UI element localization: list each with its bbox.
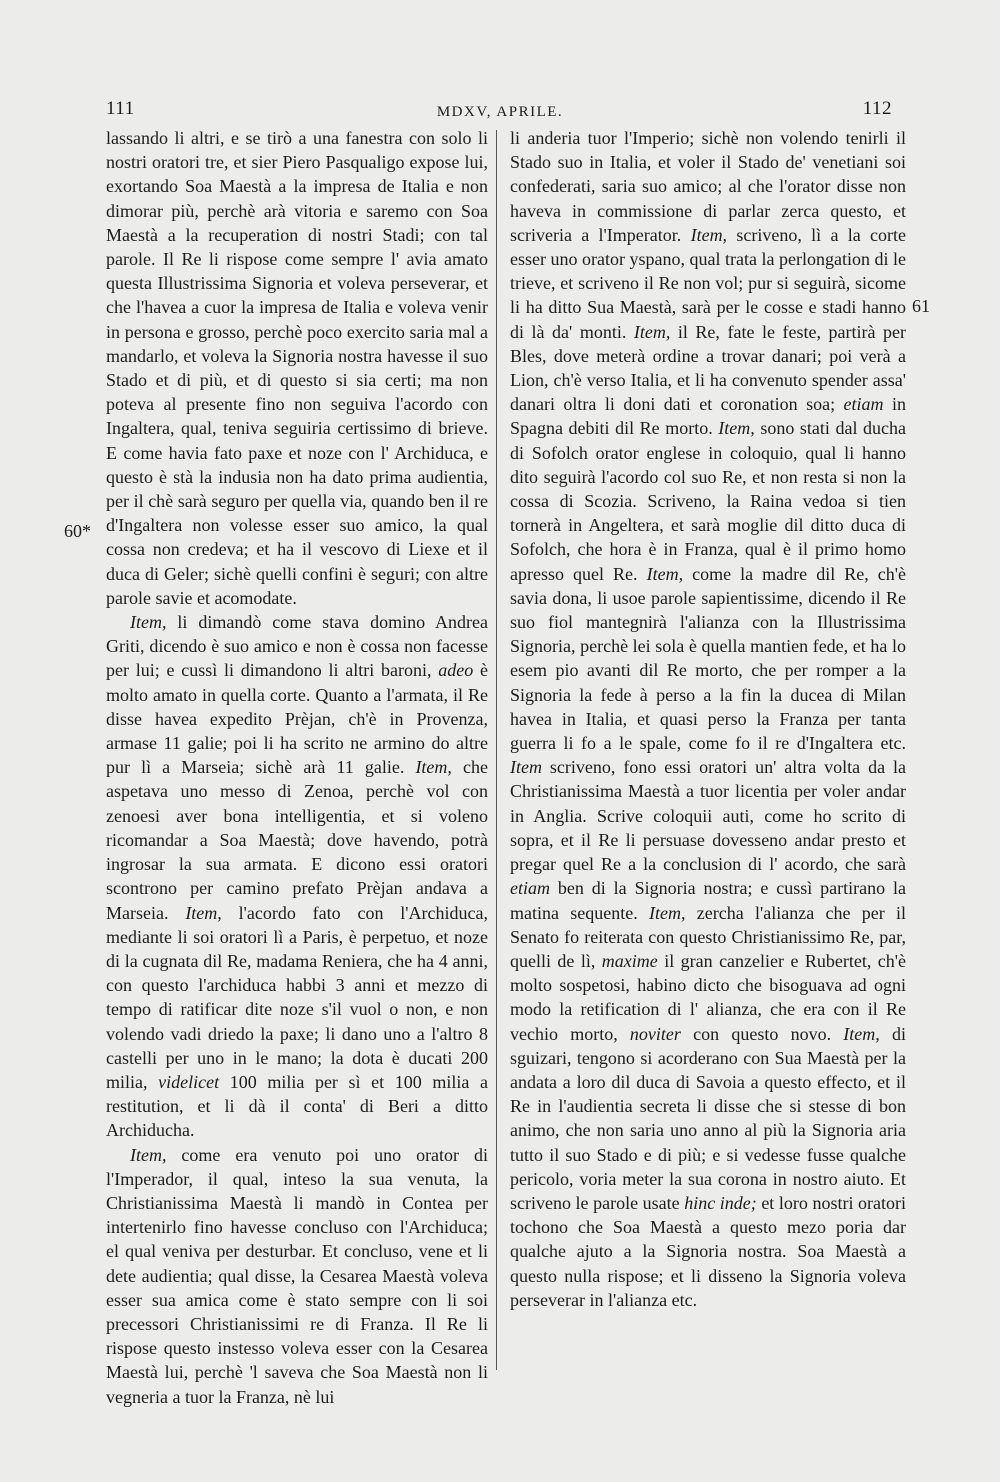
right-column [510,126,906,1312]
running-title: MDXV, APRILE. [436,104,564,120]
paragraph: Item, li dimandò come stava domino Andrea Griti, dicendo è suo amico e non è cossa non facesse per lui; e cussì li dimandono li altri baroni, adeo è molto amato in quella corte. Quanto a l'armata, il Re disse havea expedito Prèjan, ch'è in Provenza, armase 11 galie; poi li ha scrito ne armino do altre pur lì a Marseia; sichè arà 11 galie. Item, che aspetava uno messo di Zenoa, perchè vol con zenoesi aver bona intelligentia, et si voleno ricomandar a Soa Maestà; dove havendo, potrà ingrosar la sua armata. E dicono essi oratori scontrono per camino prefato Prèjan andava a Marseia. Item, l'acordo fato con l'Archiduca, mediante li soi oratori lì a Paris, è perpetuo, et noze di la cugnata dil Re, madama Reniera, che ha 4 anni, con questo l'archiduca habbi 3 anni et mezzo di tempo di ratificar dite noze s'il vuol o non, e non volendo vadi driedo la paxe; li dano uno a l'altro 8 castelli per uno in le mano; la dota è ducati 200 milia, videlicet 100 milia per sì et 100 milia a restitution, et li dà il conta' di Beri a ditto Archiducha. [106,612,488,1141]
paragraph: Item, come era venuto poi uno orator di l'Imperador, il qual, inteso la sua venuta, la Christianissima Maestà li mandò in Contea per intertenirlo fino havesse concluso con l'Archiduca; el qual veniva per desturbar. Et concluso, vene et li dete audientia; qual disse, la Cesarea Maestà voleva esser sua amica come è stato sempre con li soi precessori Christianissimi re di Franza. Il Re li rispose questo instesso voleva esser con la Cesarea Maestà lui, perchè 'l saveva che Soa Maestà non li vegneria a tuor la Franza, nè lui [106,1144,488,1407]
paragraph: li anderia tuor l'Imperio; sichè non volendo tenirli il Stado suo in Italia, et voler il Stado de' venetiani soi confederati, saria suo amico; al che l'orator disse non haveva in commissione di parlar zerca questo, et scriveria a l'Imperator. Item, scriveno, lì a la corte esser uno orator yspano, qual trata la perlongation di le trieve, et scriveno il Re non vol; pur si seguirà, sicome li ha ditto Sua Maestà, sarà per le cosse e stadi hanno di là da' monti. Item, il Re, fate le feste, partirà per Bles, dove meterà ordine a trovar danari; poi verà a Lion, ch'è verso Italia, et li ha convenuto spender assa' danari oltra li doni dati et coronation soa; etiam in Spagna debiti dil Re morto. Item, sono stati dal ducha di Sofolch orator englese in coloquio, qual li hanno dito seguirà l'acordo col suo Re, et non resta si non la cossa di Scozia. Scriveno, la Raina vedoa si tien tornerà in Angeltera, et sarà moglie dil ditto duca di Sofolch, che hora è in Franza, qual è il primo homo apresso quel Re. Item, come la madre dil Re, ch'è savia dona, li usoe parole sapientissime, dicendo il Re suo fiol mantegnirà l'alianza con la Illustrissima Signoria, perchè lei sola è quella mantien fede, et ha lo esem pio avanti dil Re morto, che per romper a la Signoria la fede à perso a la fin la ducea di Milan havea in Italia, et quasi perso la Franza per tanta guerra li fo a le spale, come fo il re d'Ingaltera etc. Item scriveno, fono essi oratori un' altra volta da la Christianissima Maestà a tuor licentia per voler andar in Anglia. Scrive coloquii auti, come ho scrito di sopra, et il Re li persuase dovesseno andar presto et pregar quel Re a la conclusion di l' acordo, che sarà etiam ben di la Signoria nostra; e cussì partirano la matina sequente. Item, zercha l'alianza che per il Senato fo reiterata con questo Christianissimo Re, par, quelli de lì, maxime il gran canzelier e Rubertet, ch'è molto sospetosi, habino dicto che bisoguava ad ogni modo la retification di l' alianza, che era con il Re vechio morto, noviter con questo novo. Item, di sguizari, tengono si acorderano con Sua Maestà per la andata a loro dil duca di Savoia a questo effecto, et il Re in l'audientia secreta li disse che si stesse di bon animo, che non saria uno anno al più la Signoria aria tutto il suo Stado e di più; e si vedesse fusse qualche pericolo, voria meter la sua corona in nostro aiuto. Et scriveno le parole usate hinc inde; et loro nostri oratori tochono che Soa Maestà a questo mezo poria dar qualche ajuto a la Signoria nostra. Soa Maestà a questo nulla rispose; et li disseno la Signoria voleva perseverar in l'alianza etc. [510,128,907,1310]
right-page-number: 112 [862,98,892,119]
paragraph: lassando li altri, e se tirò a una fanestra con solo li nostri oratori tre, et sier Piero Pasqualigo expose lui, exortando Soa Maestà a la impresa de Italia e non dimorar più, perchè arà vitoria e saremo con Soa Maestà a la recuperation di nostri Stadi; con tal parole. Il Re li rispose come sempre l' avia amato questa Illustrissima Signoria et voleva perseverar, et che l'havea a cuor la impresa de Italia e voleva venir in persona e grosso, perchè poco exercito saria mal a mandarlo, et voleva la Signoria nostra havesse il suo Stado et di più, et di questo si sia certi; ma non poteva al presente fino non seguiva l'acordo con Ingaltera, qual, teniva seguiria certissimo di brieve. E come havia fato paxe et noze con l' Archiduca, e questo è stà la indusia non ha dato prima audientia, per il chè sarà seguro per quella via, quando ben il re d'Ingaltera non volesse esser suo amico, la qual cossa non credeva; et ha il vescovo di Liexe et il duca di Geler; sichè quelli confini è seguri; con altre parole savie et acomodate. [106,128,488,608]
column-divider [496,130,497,1370]
left-page-number: 111 [106,98,135,119]
left-column [106,126,488,1409]
margin-note-left: 60* [64,521,91,541]
margin-note-right: 61 [912,296,930,316]
